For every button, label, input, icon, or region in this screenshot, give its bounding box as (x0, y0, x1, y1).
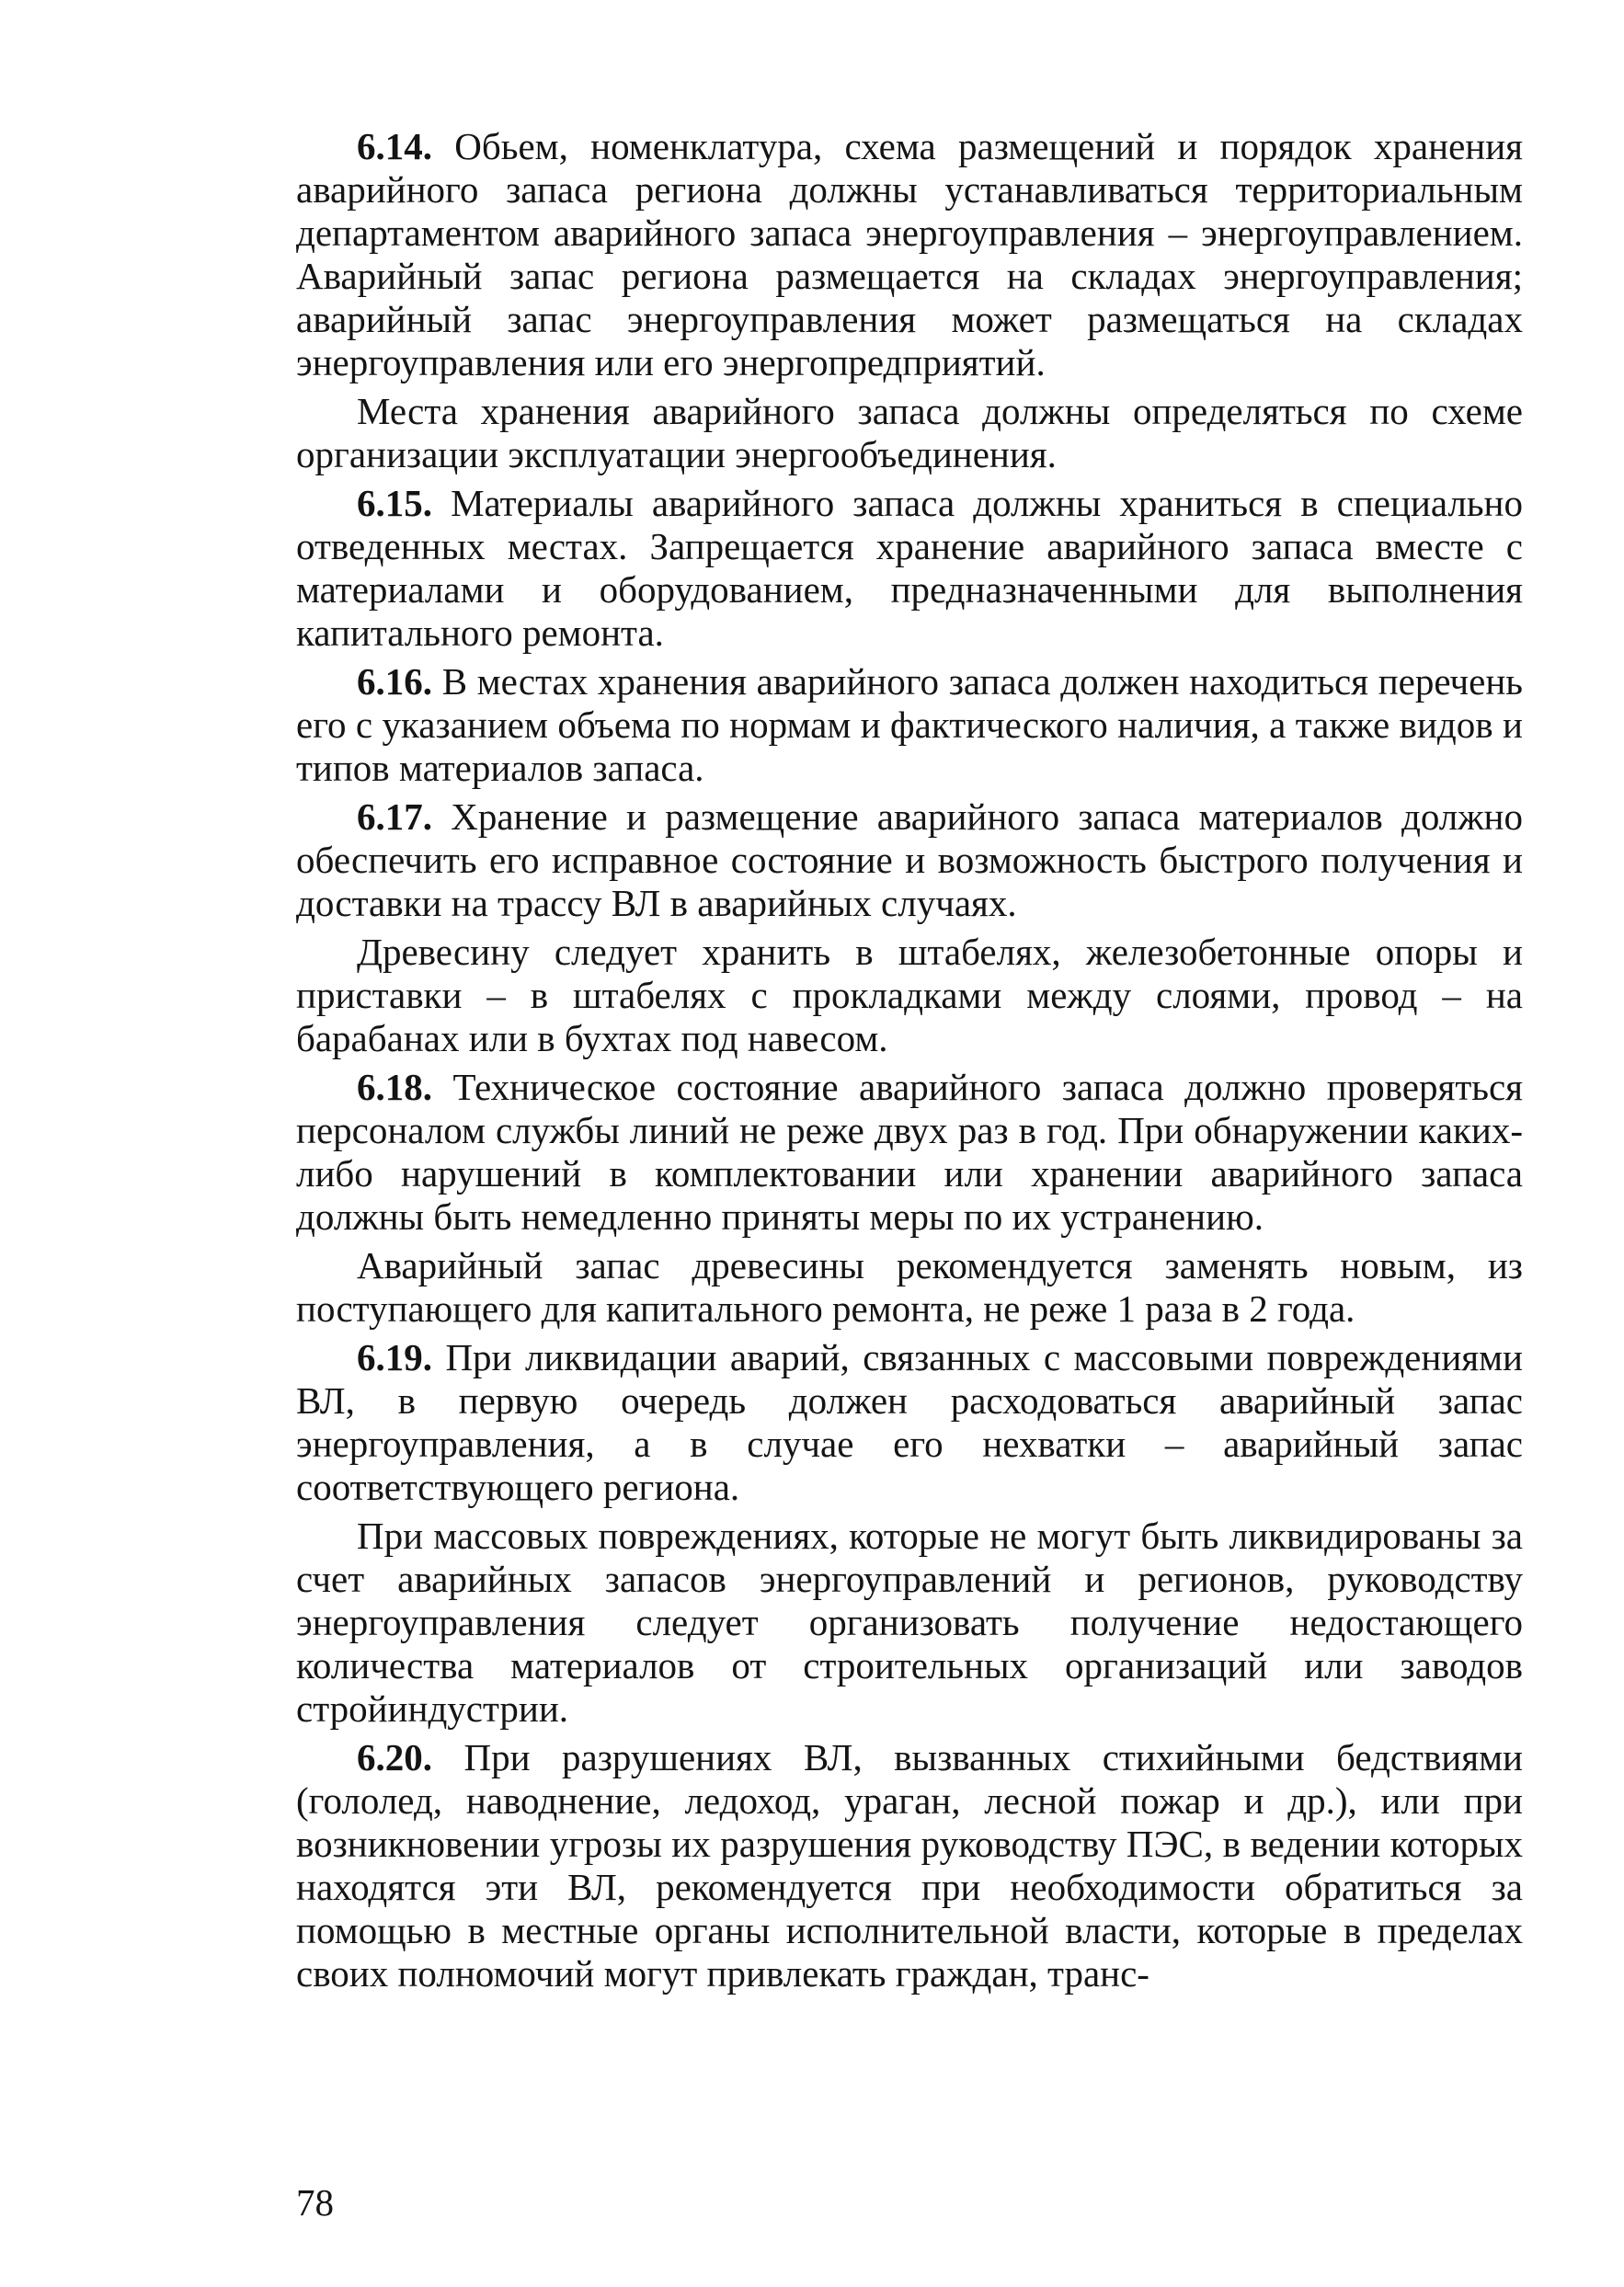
page-number: 78 (296, 2181, 334, 2224)
paragraph-6-16 (296, 660, 1523, 790)
paragraph-6-17 (296, 795, 1523, 925)
paragraph-6-14 (296, 125, 1523, 384)
paragraph-6-18-replace (296, 1244, 1523, 1331)
section-number: 6.19. (357, 1336, 432, 1378)
section-number: 6.18. (357, 1066, 432, 1108)
paragraph-text: Хранение и размещение аварийного запаса материалов должно обеспечить его исправное состояние и возможность быстрого получения и доставки на трассу ВЛ в аварийных случаях. (296, 795, 1524, 924)
paragraph-6-19 (296, 1336, 1523, 1509)
paragraph-text: Обьем, номенклатура, схема размещений и порядок хранения аварийного запаса региона должны устанавливаться территориальным департаментом аварийного запаса энергоуправления – энергоуправлением. Аварийный запас региона размещается на складах энергоуправления; аварийный запас энергоуправления может размещаться на складах энергоуправления или его энергопредприятий. (296, 125, 1524, 383)
paragraph-6-18 (296, 1066, 1523, 1239)
section-number: 6.15. (357, 482, 432, 524)
section-number: 6.16. (357, 660, 432, 703)
paragraph-6-14-storage (296, 390, 1523, 476)
paragraph-text: Места хранения аварийного запаса должны определяться по схеме организации эксплуатации энергообъединения. (296, 390, 1523, 475)
paragraph-6-15 (296, 482, 1523, 655)
section-number: 6.17. (357, 795, 432, 838)
paragraph-text: Техническое состояние аварийного запаса должно проверяться персоналом службы линий не реже двух раз в год. При обнаружении каких-либо нарушений в комплектовании или хранении аварийного запаса должны быть немедленно приняты меры по их устранению. (296, 1066, 1523, 1238)
paragraph-6-20 (296, 1736, 1523, 1995)
body-text (296, 125, 1523, 2001)
paragraph-text: Материалы аварийного запаса должны храниться в специально отведенных местах. Запрещается хранение аварийного запаса вместе с материалами и оборудованием, предназначенными для выполнения капитального ремонта. (296, 482, 1523, 654)
paragraph-text: При массовых повреждениях, которые не могут быть ликвидированы за счет аварийных запасов энергоуправлений и регионов, руководству энергоуправления следует организовать получение недостающего количества материалов от строительных организаций или заводов стройиндустрии. (296, 1515, 1523, 1730)
paragraph-text: При разрушениях ВЛ, вызванных стихийными бедствиями (гололед, наводнение, ледоход, ураган, лесной пожар и др.), или при возникновении угрозы их разрушения руководству ПЭС, в ведении которых находятся эти ВЛ, рекомендуется при необходимости обратиться за помощью в местные органы исполнительной власти, которые в пределах своих полномочий могут привлекать граждан, транс- (296, 1736, 1523, 1995)
paragraph-text: Аварийный запас древесины рекомендуется заменять новым, из поступающего для капитального ремонта, не реже 1 раза в 2 года. (296, 1244, 1523, 1330)
section-number: 6.14. (357, 125, 432, 167)
paragraph-text: В местах хранения аварийного запаса должен находиться перечень его с указанием объема по нормам и фактического наличия, а также видов и типов материалов запаса. (296, 660, 1524, 789)
section-number: 6.20. (357, 1736, 432, 1778)
paragraph-text: Древесину следует хранить в штабелях, железобетонные опоры и приставки – в штабелях с прокладками между слоями, провод – на барабанах или в бухтах под навесом. (296, 931, 1523, 1059)
paragraph-6-19-mass-damage (296, 1515, 1523, 1731)
paragraph-text: При ликвидации аварий, связанных с массовыми повреждениями ВЛ, в первую очередь должен расходоваться аварийный запас энергоуправления, а в случае его нехватки – аварийный запас соответствующего региона. (296, 1336, 1524, 1508)
paragraph-6-17-wood (296, 931, 1523, 1060)
